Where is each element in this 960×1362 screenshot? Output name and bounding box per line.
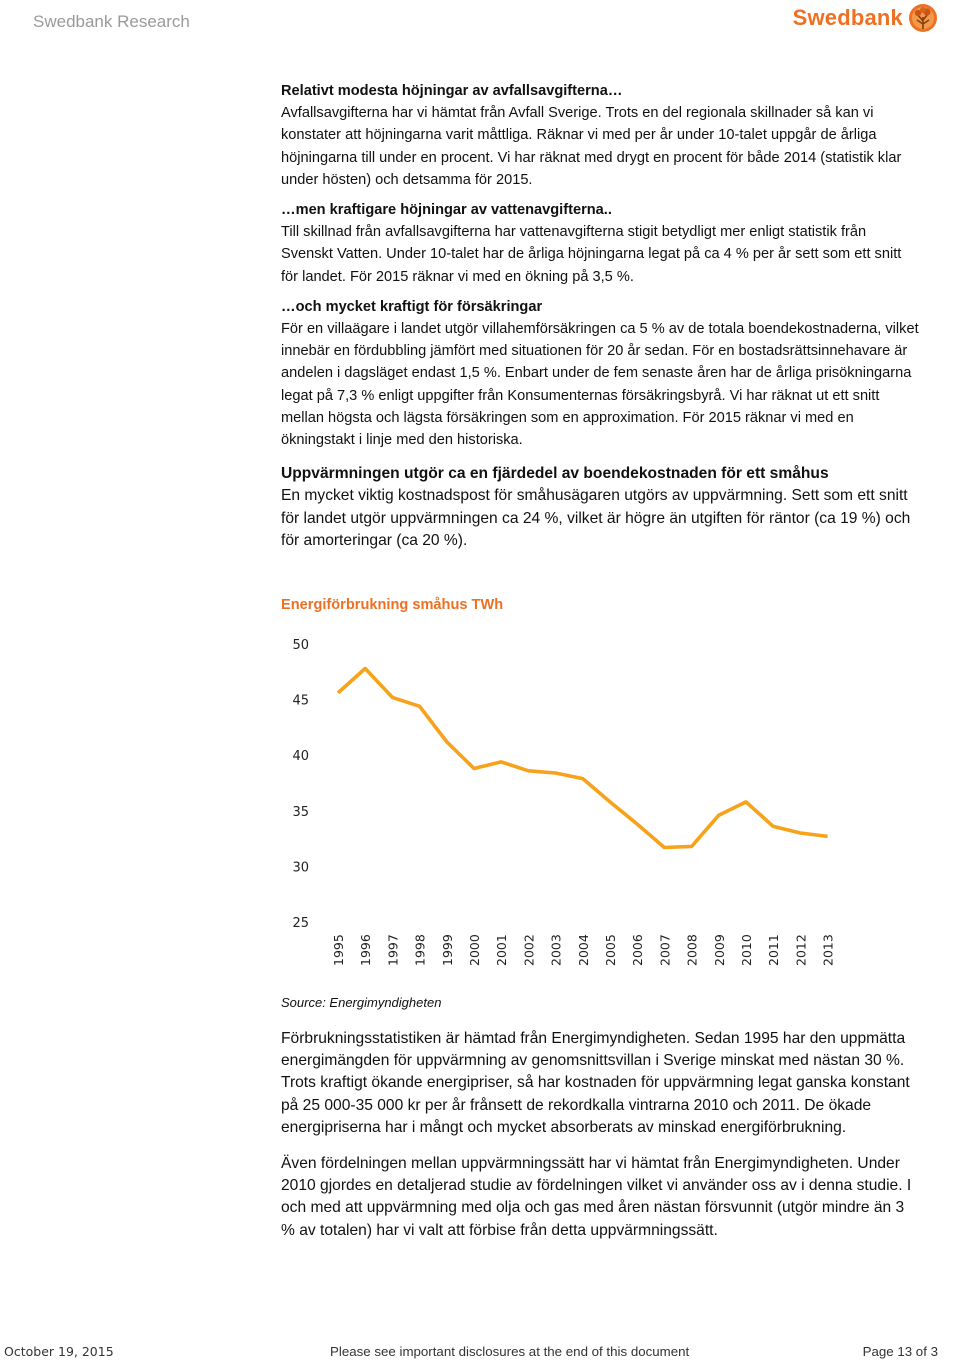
footer-page-number: Page 13 of 3 [862, 1344, 938, 1359]
section-paragraph: Till skillnad från avfallsavgifterna har vattenavgifterna stigit betydligt mer enligt statistik från Svenskt Vatten. Under 10-talet har de årliga höjningarna legat på ca 4 % per år sett som ett snitt för landet. För 2015 räknar vi med en ökning på 3,5 %. [281, 224, 902, 285]
footer-disclaimer: Please see important disclosures at the end of this document [330, 1344, 690, 1359]
series-line [338, 669, 828, 848]
x-tick-label: 2009 [711, 934, 727, 966]
chart-source: Source: Energimyndigheten [281, 995, 442, 1010]
x-tick-label: 1996 [358, 934, 374, 966]
section-paragraph: En mycket viktig kostnadspost för småhusägaren utgörs av uppvärmning. Sett som ett snitt för landet utgör uppvärmningen ca 24 %, vilket är högre än utgiften för räntor (ca 19 %) och för amorteringar (ca 20 %). [281, 487, 911, 549]
section-heading: Relativt modesta höjningar av avfallsavgifterna… [281, 83, 623, 99]
x-tick-label: 2004 [575, 934, 591, 966]
section-heading: …men kraftigare höjningar av vattenavgifterna.. [281, 202, 612, 219]
energy-line-chart [270, 625, 890, 1025]
x-tick-label: 2007 [657, 934, 673, 966]
y-tick-label: 30 [292, 860, 309, 876]
footer-date: October 19, 2015 [4, 1344, 114, 1359]
x-tick-label: 2003 [548, 934, 564, 966]
y-tick-label: 50 [292, 638, 309, 653]
section-paragraph: Förbrukningsstatistiken är hämtad från Energimyndigheten. Sedan 1995 har den uppmätta energimängden för uppvärmning av genomsnittsvillan i Sverige minskat med nästan 30 %. Trots kraftigt ökande energipriser, så har kostnaden för uppvärmning legat ganska konstant på 25 000-35 000 kr per år frånsett de rekordkalla vintrarna 2010 och 2011. De ökade energipriserna har i mångt och mycket absorberats av minskad energiförbrukning. [281, 1030, 910, 1136]
brand-logo [793, 3, 938, 33]
x-tick-label: 1998 [412, 934, 428, 966]
brand-name: Swedbank [792, 5, 903, 30]
body-text-top [281, 80, 921, 552]
x-tick-label: 2008 [684, 934, 700, 966]
body-text-bottom [281, 1028, 921, 1242]
x-tick-label: 2002 [521, 934, 537, 966]
x-tick-label: 2013 [820, 934, 836, 966]
chart-title: Energiförbrukning småhus TWh [281, 597, 504, 613]
x-tick-label: 1995 [331, 934, 346, 966]
x-tick-label: 2000 [467, 934, 482, 966]
section-paragraph: Avfallsavgifterna har vi hämtat från Avfall Sverige. Trots en del regionala skillnader så kan vi konstater att höjningarna varit måttliga. Räknar vi med per år under 10-talet uppgår de årliga höjningarna till under en procent. Vi har räknat med drygt en procent för både 2014 (statistik klar under hösten) och detsamma för 2015. [281, 105, 902, 188]
x-tick-label: 2001 [494, 934, 510, 966]
x-tick-label: 1999 [439, 934, 455, 966]
x-tick-label: 2006 [630, 934, 646, 966]
tree-logo-icon [908, 3, 938, 33]
x-tick-label: 2012 [793, 934, 809, 966]
x-tick-label: 2005 [603, 934, 618, 966]
y-tick-label: 45 [292, 693, 309, 709]
x-tick-label: 1997 [385, 934, 401, 966]
section-paragraph: För en villaägare i landet utgör villahemförsäkringen ca 5 % av de totala boendekostnaderna, vilket innebär en fördubbling jämfört med situationen för 20 år sedan. För en bostadsrättsinnehavare är andelen i dagsläget endast 1,5 %. Enbart under de fem senaste åren har de årliga prisökningarna legat på 7,3 % enligt uppgifter från Konsumenternas försäkringsbyrå. Vi har räknat ut ett snitt mellan högsta och lägsta försäkringen som en approximation. För 2015 räknar vi med en ökningstakt i linje med den historiska. [281, 321, 919, 449]
x-tick-label: 2010 [739, 934, 754, 966]
y-tick-label: 35 [292, 804, 309, 820]
y-tick-label: 25 [292, 916, 309, 931]
section-heading: Uppvärmningen utgör ca en fjärdedel av boendekostnaden för ett småhus [281, 465, 829, 483]
section-heading: …och mycket kraftigt för försäkringar [281, 298, 543, 315]
section-paragraph: Även fördelningen mellan uppvärmningssätt har vi hämtat från Energimyndigheten. Under 2010 gjordes en detaljerad studie av fördelningen vilket vi använder oss av i denna studie. I och med att uppvärmning med olja och gas med åren nästan försvunnit (utgör mindre än 3 % av totalen) har vi valt att förbise från detta uppvärmningssätt. [281, 1155, 912, 1239]
header-left-title: Swedbank Research [33, 12, 190, 31]
y-tick-label: 40 [292, 749, 309, 765]
x-tick-label: 2011 [766, 934, 782, 966]
